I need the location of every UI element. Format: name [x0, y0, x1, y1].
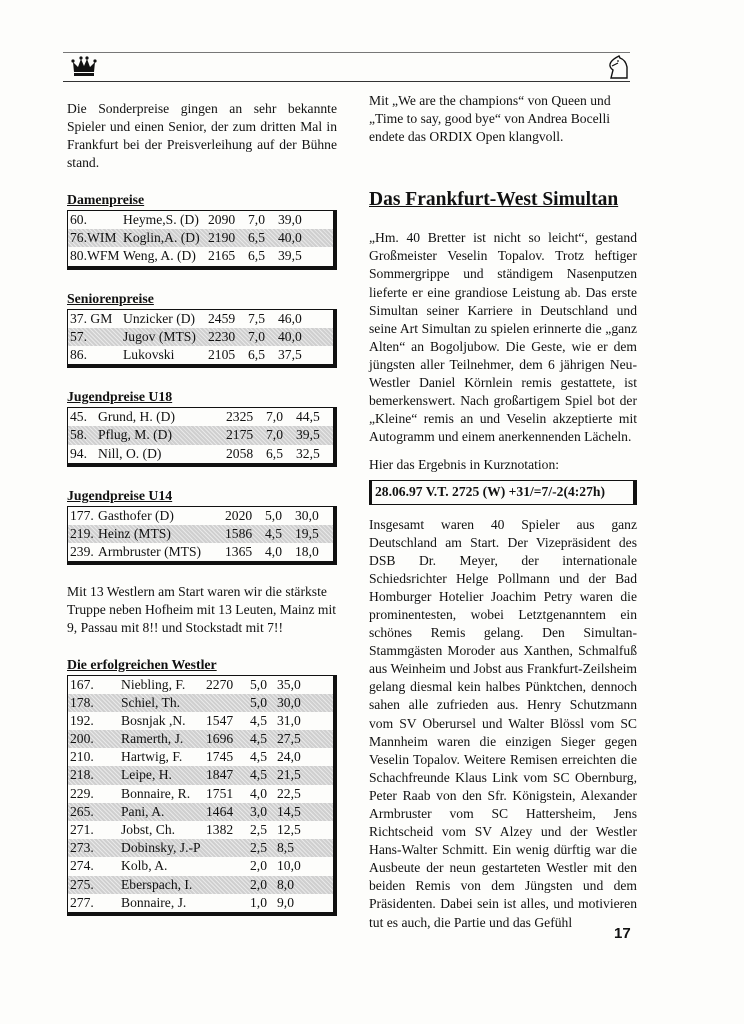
simultan-paragraph-1: „Hm. 40 Bretter ist nicht so leicht“, gestand Großmeister Veselin Topalov. Trotz heftiger Sommergrippe und ständigem Nasenputzen lieferte er eine grandiose Leistung ab. Das erste Simultan seiner Karriere in Deutschland und seine Art Simultan zu spielen erinnerte die „ganz Alten“ an Bogoljubow. Die Geste, wie er dem jüngsten aller Teilnehmer, dem 6 jährigen Neu-Westler Daniel Körnlein remis gestattete, ist bemerkenswert. Nach großartigem Spiel bot der „Kleine“ remis an und Veselin akzeptierte mit Autogramm und einem anerkennenden Lächeln. [369, 230, 637, 445]
name-cell: Nill, O. (D) [98, 445, 162, 461]
table-row [68, 839, 333, 857]
table-row [68, 328, 333, 346]
name-cell: Eberspach, I. [121, 876, 193, 892]
name-cell: Kolb, A. [121, 858, 168, 874]
rank-cell: 229. [70, 785, 94, 801]
header-rule-bottom [63, 81, 630, 82]
elo-cell: 1365 [225, 544, 253, 560]
crown-icon [70, 54, 98, 80]
buchholz-cell: 39,5 [296, 427, 320, 443]
points-cell: 2,0 [250, 858, 267, 874]
table-row [68, 676, 333, 694]
elo-cell: 1586 [225, 525, 253, 541]
rank-cell: 58. [70, 427, 87, 443]
name-cell: Pani, A. [121, 803, 165, 819]
rank-cell: 60. [70, 212, 87, 227]
simultan-paragraph-2: Hier das Ergebnis in Kurznotation: [369, 457, 560, 473]
points-cell: 5,0 [265, 507, 282, 523]
table-row [68, 426, 333, 444]
elo-cell: 2020 [225, 507, 253, 523]
seniorenpreise-table [67, 309, 337, 369]
table-row [68, 730, 333, 748]
rank-cell: 219. [70, 525, 94, 541]
name-cell: Hartwig, F. [121, 749, 183, 765]
elo-cell: 1696 [206, 731, 234, 747]
rank-cell: 192. [70, 712, 94, 728]
elo-cell: 1382 [206, 822, 234, 838]
points-cell: 7,0 [266, 427, 283, 443]
right-intro-paragraph: Mit „We are the champions“ von Queen und „Time to say, good bye“ von Andrea Bocelli endete das ORDIX Open klangvoll. [369, 93, 611, 145]
points-cell: 2,5 [250, 840, 267, 856]
table-row [68, 525, 333, 543]
elo-cell: 1547 [206, 712, 234, 728]
knight-icon [604, 54, 632, 80]
name-cell: Jobst, Ch. [121, 822, 176, 838]
buchholz-cell: 27,5 [277, 731, 301, 747]
rank-cell: 86. [70, 346, 87, 362]
rank-cell: 167. [70, 676, 94, 692]
buchholz-cell: 35,0 [277, 676, 301, 692]
simultan-heading: Das Frankfurt-West Simultan [369, 189, 619, 211]
rank-cell: 210. [70, 749, 94, 765]
name-cell: Armbruster (MTS) [98, 544, 202, 560]
elo-cell: 2175 [226, 427, 254, 443]
table-row [68, 507, 333, 525]
elo-cell: 2325 [226, 409, 254, 425]
buchholz-cell: 8,5 [277, 840, 294, 856]
points-cell: 4,5 [265, 525, 282, 541]
points-cell: 4,5 [250, 712, 267, 728]
name-cell: Grund, H. (D) [98, 409, 176, 425]
page-number: 17 [614, 925, 631, 942]
rank-cell: 239. [70, 544, 94, 560]
name-cell: Heyme,S. (D) [123, 212, 199, 227]
jugend-u14-heading: Jugendpreise U14 [67, 487, 173, 503]
points-cell: 4,5 [250, 767, 267, 783]
intro-paragraph: Die Sonderpreise gingen an sehr bekannte Spieler und einen Senior, der zum dritten Mal in Frankfurt bei der Preisverleihung auf der Bühne stand. [67, 101, 337, 171]
rank-cell: 80.WFM [70, 248, 120, 264]
rank-cell: 178. [70, 694, 94, 710]
westler-heading: Die erfolgreichen Westler [67, 656, 217, 672]
table-row [68, 247, 333, 265]
name-cell: Jugov (MTS) [123, 328, 196, 344]
table-row [68, 310, 333, 328]
table-row [68, 445, 333, 463]
buchholz-cell: 37,5 [278, 346, 302, 362]
header-rule-top [63, 52, 630, 53]
points-cell: 5,0 [250, 676, 267, 692]
buchholz-cell: 40,0 [278, 328, 302, 344]
points-cell: 6,5 [248, 248, 265, 264]
points-cell: 2,5 [250, 822, 267, 838]
rank-cell: 218. [70, 767, 94, 783]
result-box: 28.06.97 V.T. 2725 (W) +31/=7/-2(4:27h) [369, 480, 637, 505]
points-cell: 1,0 [250, 894, 267, 910]
elo-cell: 2165 [208, 248, 236, 264]
table-row [68, 766, 333, 784]
buchholz-cell: 22,5 [277, 785, 301, 801]
name-cell: Unzicker (D) [123, 310, 196, 326]
name-cell: Dobinsky, J.-P [121, 840, 201, 856]
elo-cell: 2190 [208, 230, 236, 246]
name-cell: Gasthofer (D) [98, 507, 174, 523]
elo-cell: 2230 [208, 328, 236, 344]
points-cell: 5,0 [250, 694, 267, 710]
simultan-paragraph-3: Insgesamt waren 40 Spieler aus ganz Deutschland am Start. Der Vizepräsident des DSB Dr. Meyer, der internationale Schiedsrichter Helge Pollmann und der Bad Homburger Hotelier Joachim Petry waren die prominentesten, wobei Letztgenanntem ein schönes Remis gelang. Den Simultan-Stammgästen Moroder aus Xanthen, Schmalfuß aus Weinheim und Jobst aus Frankfurt-Zeilsheim gelang diesmal kein halbes Pünktchen, dennoch sahen alle zufrieden aus. Henry Schutzmann vom SV Oberursel und Walter Blössl vom SC Mannheim waren die einzigen Sieger gegen Veselin Topalov. Weitere Remisen erreichten die Schachfreunde Klaus Link vom SC Obernburg, Peter Raab von den Sfr. Königstein, Alexander Armbruster vom SC Hattersheim, Jens Richtscheid vom SV Alzey und der Westler Hans-Walter Schmitt. Ein wenig dürftig war die Ausbeute der neun gestarteten Westler mit den beiden Remis von dem Jüngsten und dem Präsidenten. Dabei sein ist alles, und motivieren tut es auch, die Partie und das Gefühl [369, 516, 637, 930]
buchholz-cell: 12,5 [277, 822, 301, 838]
jugend-u18-table [67, 407, 337, 467]
buchholz-cell: 24,0 [277, 749, 301, 765]
points-cell: 4,0 [265, 544, 282, 560]
name-cell: Bosnjak ,N. [121, 712, 186, 728]
elo-cell: 2105 [208, 346, 236, 362]
buchholz-cell: 31,0 [277, 712, 301, 728]
table-row [68, 821, 333, 839]
left-column [67, 100, 337, 916]
name-cell: Pflug, M. (D) [98, 427, 173, 443]
rank-cell: 277. [70, 894, 94, 910]
rank-cell: 177. [70, 507, 94, 523]
table-row [68, 894, 333, 912]
elo-cell: 2090 [208, 212, 236, 227]
buchholz-cell: 32,5 [296, 445, 320, 461]
name-cell: Schiel, Th. [121, 694, 181, 710]
rank-cell: 94. [70, 445, 87, 461]
elo-cell: 2459 [208, 310, 236, 326]
westler-table [67, 675, 337, 916]
rank-cell: 76.WIM [70, 230, 117, 246]
name-cell: Bonnaire, R. [121, 785, 191, 801]
buchholz-cell: 8,0 [277, 876, 294, 892]
rank-cell: 37. GM [70, 310, 113, 326]
buchholz-cell: 19,5 [295, 525, 319, 541]
rank-cell: 271. [70, 822, 94, 838]
buchholz-cell: 46,0 [278, 310, 302, 326]
name-cell: Koglin,A. (D) [123, 230, 200, 246]
name-cell: Lukovski [123, 346, 175, 362]
rank-cell: 57. [70, 328, 87, 344]
points-cell: 7,0 [266, 409, 283, 425]
seniorenpreise-heading: Seniorenpreise [67, 290, 154, 306]
buchholz-cell: 18,0 [295, 544, 319, 560]
points-cell: 4,5 [250, 731, 267, 747]
buchholz-cell: 9,0 [277, 894, 294, 910]
damenpreise-heading: Damenpreise [67, 192, 145, 207]
points-cell: 7,0 [248, 328, 265, 344]
name-cell: Niebling, F. [121, 676, 186, 692]
jugend-u14-table [67, 506, 337, 566]
name-cell: Bonnaire, J. [121, 894, 187, 910]
table-row [68, 211, 333, 229]
elo-cell: 1464 [206, 803, 234, 819]
damenpreise-table [67, 210, 337, 270]
name-cell: Heinz (MTS) [98, 525, 171, 541]
jugend-u18-heading: Jugendpreise U18 [67, 389, 173, 405]
table-row [68, 229, 333, 247]
buchholz-cell: 30,0 [295, 507, 319, 523]
name-cell: Ramerth, J. [121, 731, 184, 747]
elo-cell: 2058 [226, 445, 254, 461]
right-column [369, 92, 637, 932]
name-cell: Weng, A. (D) [123, 248, 196, 264]
points-cell: 4,5 [250, 749, 267, 765]
table-row [68, 694, 333, 712]
points-cell: 6,5 [266, 445, 283, 461]
buchholz-cell: 14,5 [277, 803, 301, 819]
elo-cell: 1847 [206, 767, 234, 783]
rank-cell: 274. [70, 858, 94, 874]
rank-cell: 265. [70, 803, 94, 819]
buchholz-cell: 44,5 [296, 409, 320, 425]
rank-cell: 45. [70, 409, 87, 425]
rank-cell: 200. [70, 731, 94, 747]
elo-cell: 1751 [206, 785, 234, 801]
points-cell: 2,0 [250, 876, 267, 892]
buchholz-cell: 39,5 [278, 248, 302, 264]
table-row [68, 712, 333, 730]
name-cell: Leipe, H. [121, 767, 172, 783]
elo-cell: 2270 [206, 676, 234, 692]
table-row [68, 748, 333, 766]
buchholz-cell: 40,0 [278, 230, 302, 246]
buchholz-cell: 39,0 [278, 212, 302, 227]
points-cell: 6,5 [248, 230, 265, 246]
points-cell: 7,0 [248, 212, 265, 227]
elo-cell: 1745 [206, 749, 234, 765]
points-cell: 4,0 [250, 785, 267, 801]
table-row [68, 543, 333, 561]
westler-paragraph: Mit 13 Westlern am Start waren wir die stärkste Truppe neben Hofheim mit 13 Leuten, Mainz mit 9, Passau mit 8!! und Stockstadt mit 7!! [67, 584, 337, 636]
table-row [68, 876, 333, 894]
points-cell: 6,5 [248, 346, 265, 362]
rank-cell: 275. [70, 876, 94, 892]
rank-cell: 273. [70, 840, 94, 856]
table-row [68, 346, 333, 364]
table-row [68, 408, 333, 426]
buchholz-cell: 30,0 [277, 694, 301, 710]
table-row [68, 857, 333, 875]
buchholz-cell: 10,0 [277, 858, 301, 874]
points-cell: 7,5 [248, 310, 265, 326]
table-row [68, 803, 333, 821]
buchholz-cell: 21,5 [277, 767, 301, 783]
table-row [68, 785, 333, 803]
points-cell: 3,0 [250, 803, 267, 819]
